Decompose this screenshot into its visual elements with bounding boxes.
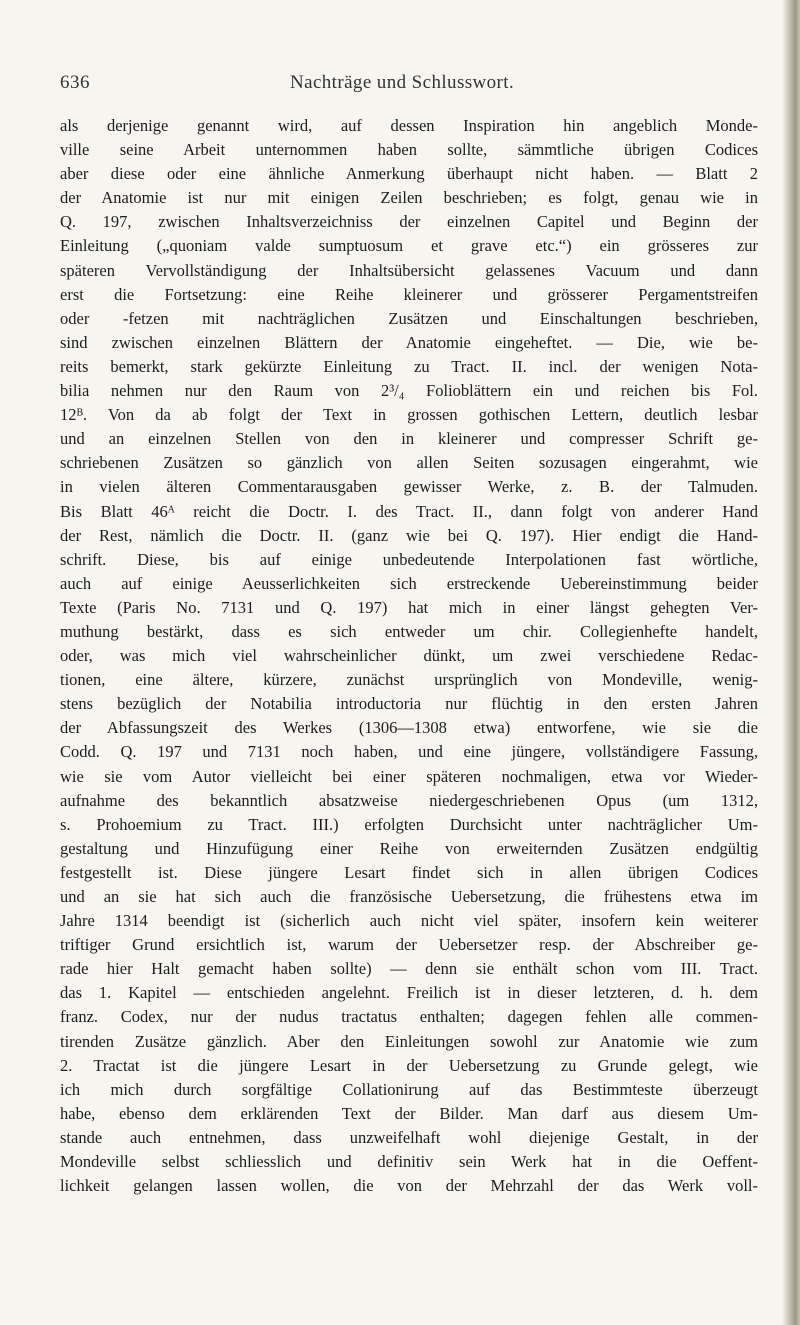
text-line: muthung bestärkt, dass es sich entweder um chir. Collegienhefte handelt,	[60, 621, 758, 641]
text-line: und an einzelnen Stellen von den in kleinerer und compresser Schrift ge-	[60, 429, 758, 449]
text-line: bilia nehmen nur den Raum von 2³/₄ Folioblättern ein und reichen bis Fol.	[60, 381, 758, 401]
text-line: reits bemerkt, stark gekürzte Einleitung zu Tract. II. incl. der wenigen Nota-	[60, 356, 758, 376]
text-line: Jahre 1314 beendigt ist (sicherlich auch nicht viel später, insofern kein weiterer	[60, 911, 758, 931]
text-line: schrift. Diese, bis auf einige unbedeutende Interpolationen fast wörtliche,	[60, 549, 758, 569]
text-line: Q. 197, zwischen Inhaltsverzeichniss der einzelnen Capitel und Beginn der	[60, 212, 758, 232]
text-line: Mondeville selbst schliesslich und definitiv sein Werk hat in die Oeffent-	[60, 1152, 758, 1172]
text-line: Bis Blatt 46ᴬ reicht die Doctr. I. des Tract. II., dann folgt von anderer Hand	[60, 501, 758, 521]
text-line: Codd. Q. 197 und 7131 noch haben, und eine jüngere, vollständigere Fassung,	[60, 742, 758, 762]
text-line: wie sie vom Autor vielleicht bei einer späteren nochmaligen, etwa vor Wieder-	[60, 766, 758, 786]
text-line: erst die Fortsetzung: eine Reihe kleinerer und grösserer Pergamentstreifen	[60, 284, 758, 304]
text-line: und an sie hat sich auch die französische Uebersetzung, die frühestens etwa im	[60, 887, 758, 906]
text-line: tionen, eine ältere, kürzere, zunächst ursprünglich von Mondeville, wenig-	[60, 670, 758, 690]
text-line: rade hier Halt gemacht haben sollte) — denn sie enthält schon vom III. Tract.	[60, 959, 758, 979]
text-line: ville seine Arbeit unternommen haben sollte, sämmtliche übrigen Codices	[60, 140, 758, 160]
text-line: oder, was mich viel wahrscheinlicher dünkt, um zwei verschiedene Redac-	[60, 646, 758, 666]
text-line: aufnahme des bekanntlich absatzweise niedergeschriebenen Opus (um 1312,	[60, 790, 758, 810]
text-line: in vielen älteren Commentarausgaben gewisser Werke, z. B. der Talmuden.	[60, 477, 758, 497]
text-line: als derjenige genannt wird, auf dessen Inspiration hin angeblich Monde-	[60, 116, 758, 135]
text-line: s. Prohoemium zu Tract. III.) erfolgten Durchsicht unter nachträglicher Um-	[60, 814, 758, 834]
text-line: stande auch entnehmen, dass unzweifelhaft wohl diejenige Gestalt, in der	[60, 1127, 758, 1147]
text-line: lichkeit gelangen lassen wollen, die von der Mehrzahl der das Werk voll-	[60, 1176, 758, 1196]
page-header	[60, 72, 760, 102]
text-line: triftiger Grund ersichtlich ist, warum der Uebersetzer resp. der Abschreiber ge-	[60, 935, 758, 955]
text-line: 2. Tractat ist die jüngere Lesart in der Uebersetzung zu Grunde gelegt, wie	[60, 1055, 758, 1075]
text-line: das 1. Kapitel — entschieden angelehnt. Freilich ist in dieser letzteren, d. h. dem	[60, 983, 758, 1003]
text-line: Texte (Paris No. 7131 und Q. 197) hat mich in einer längst gehegten Ver-	[60, 597, 758, 617]
text-line: aber diese oder eine ähnliche Anmerkung überhaupt nicht haben. — Blatt 2	[60, 164, 758, 184]
text-line: der Abfassungszeit des Werkes (1306—1308 etwa) entworfene, wie sie die	[60, 718, 758, 738]
text-line: ich mich durch sorgfältige Collationirung auf das Bestimmteste überzeugt	[60, 1079, 758, 1099]
text-line: gestaltung und Hinzufügung einer Reihe von erweiternden Zusätzen endgültig	[60, 838, 758, 858]
running-title: Nachträge und Schlusswort.	[290, 72, 515, 93]
text-line: oder -fetzen mit nachträglichen Zusätzen und Einschaltungen beschrieben,	[60, 308, 758, 328]
text-line: auch auf einige Aeusserlichkeiten sich erstreckende Uebereinstimmung beider	[60, 573, 758, 593]
text-line: sind zwischen einzelnen Blättern der Anatomie eingeheftet. — Die, wie be-	[60, 332, 758, 352]
text-line: Einleitung („quoniam valde sumptuosum et grave etc.“) ein grösseres zur	[60, 236, 758, 256]
page-edge-shadow	[782, 0, 800, 1325]
text-line: habe, ebenso dem erklärenden Text der Bilder. Man darf aus diesem Um-	[60, 1103, 758, 1123]
text-line: schriebenen Zusätzen so gänzlich von allen Seiten sozusagen eingerahmt, wie	[60, 453, 758, 473]
text-line: franz. Codex, nur der nudus tractatus enthalten; dagegen fehlen alle commen-	[60, 1007, 758, 1027]
text-line: tirenden Zusätze gänzlich. Aber den Einleitungen sowohl zur Anatomie wie zum	[60, 1031, 758, 1051]
text-line: stens bezüglich der Notabilia introductoria nur flüchtig in den ersten Jahren	[60, 694, 758, 714]
text-line: der Anatomie ist nur mit einigen Zeilen beschrieben; es folgt, genau wie in	[60, 188, 758, 208]
text-line: festgestellt ist. Diese jüngere Lesart findet sich in allen übrigen Codices	[60, 862, 758, 882]
page-number: 636	[60, 72, 90, 93]
text-line: späteren Vervollständigung der Inhaltsübersicht gelassenes Vacuum und dann	[60, 260, 758, 280]
body-text	[60, 114, 758, 1198]
text-line: 12ᴮ. Von da ab folgt der Text in grossen gothischen Lettern, deutlich lesbar	[60, 405, 758, 425]
text-line: der Rest, nämlich die Doctr. II. (ganz wie bei Q. 197). Hier endigt die Hand-	[60, 525, 758, 545]
